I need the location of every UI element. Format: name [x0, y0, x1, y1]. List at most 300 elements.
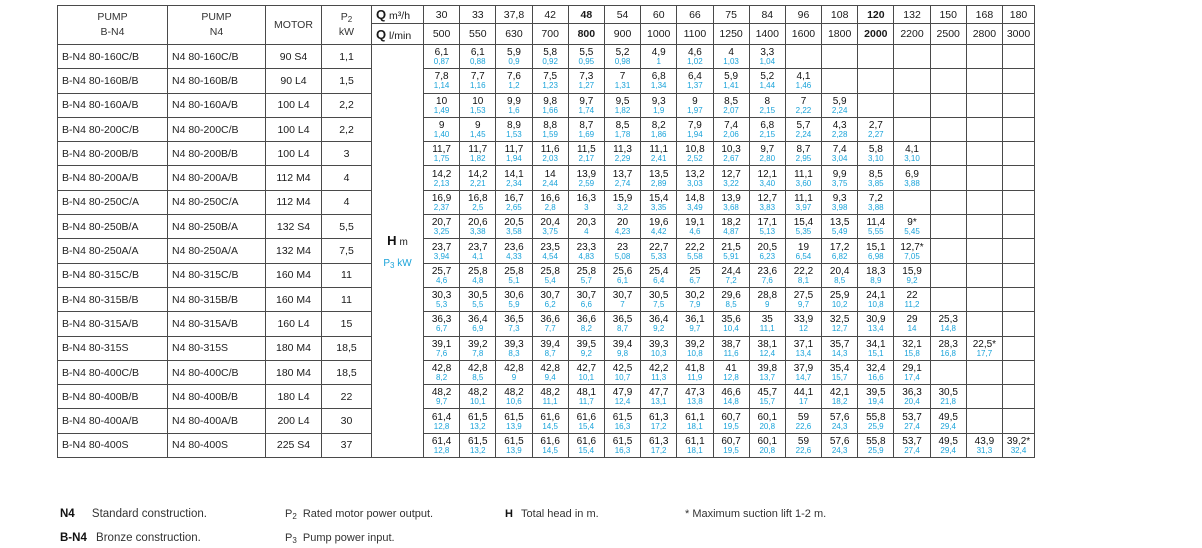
head-value: 11,6 [540, 144, 560, 156]
performance-cell [496, 117, 532, 141]
table-row [58, 166, 1035, 190]
p2-cell: 15 [322, 312, 372, 336]
model-n4: N4 80-315A/B [168, 312, 266, 336]
power-value: 2,67 [723, 154, 739, 164]
performance-cell [713, 142, 749, 166]
head-value: 48,2 [431, 387, 452, 399]
head-value: 20,3 [576, 217, 597, 229]
head-value: 57,6 [829, 435, 850, 447]
model-n4: N4 80-200B/B [168, 142, 266, 166]
head-value: 25,8 [576, 265, 597, 277]
head-value: 20,7 [431, 217, 452, 229]
performance-cell [424, 385, 460, 409]
performance-cell [894, 69, 930, 93]
note-n4-key: N4 [60, 508, 75, 520]
power-value: 3,97 [795, 202, 812, 212]
head-value: 8 [764, 95, 771, 107]
power-value: 11,9 [687, 373, 703, 382]
performance-cell [966, 360, 1002, 384]
power-value: 3,25 [433, 227, 450, 237]
head-value: 20 [616, 217, 629, 229]
head-value: 6,4 [687, 71, 702, 83]
note-star: * Maximum suction lift 1-2 m. [685, 508, 827, 520]
head-value: 32,1 [902, 338, 922, 350]
performance-cell [858, 142, 894, 166]
head-value: 8,2 [651, 120, 666, 132]
power-value: 3,40 [759, 178, 776, 188]
performance-cell [822, 409, 858, 433]
power-value: 0,95 [578, 57, 595, 67]
p3-label [372, 258, 423, 269]
power-value: 20,8 [759, 421, 776, 431]
power-value: 8,2 [580, 324, 592, 334]
performance-cell [930, 263, 966, 287]
power-value: 9 [765, 300, 770, 310]
performance-cell [641, 166, 677, 190]
q-symbol: Q [376, 26, 387, 42]
head-value: 55,8 [866, 411, 886, 423]
head-value: 7,9 [687, 120, 702, 132]
power-value: 2,41 [650, 154, 667, 164]
head-value: 36,4 [648, 314, 669, 326]
head-value: 48,2 [468, 387, 488, 399]
performance-cell [894, 239, 930, 263]
performance-cell [424, 190, 460, 214]
performance-cell [822, 263, 858, 287]
table-row [58, 409, 1035, 433]
head-value: 36,3 [902, 387, 922, 399]
p2-cell: 3 [322, 142, 372, 166]
head-value: 5,2 [760, 71, 775, 83]
performance-cell [858, 360, 894, 384]
p2-cell: 5,5 [322, 215, 372, 239]
power-value: 29,4 [940, 445, 956, 455]
performance-cell [568, 69, 604, 93]
table-row [58, 93, 1035, 117]
performance-cell [785, 239, 821, 263]
motor-cell: 100 L4 [266, 117, 322, 141]
power-value: 14,7 [795, 373, 812, 382]
power-value: 27,4 [904, 445, 920, 455]
performance-cell [966, 312, 1002, 336]
head-value: 9,3 [832, 192, 847, 204]
performance-cell [930, 409, 966, 433]
performance-cell [749, 385, 785, 409]
performance-cell [930, 287, 966, 311]
p2-cell: 18,5 [322, 360, 372, 384]
performance-cell [1003, 336, 1035, 360]
head-value: 8,8 [543, 120, 558, 132]
head-value: 13,2 [685, 168, 705, 180]
power-value: 5,4 [544, 275, 556, 285]
flow-m3h-12: 120 [858, 6, 894, 24]
power-value: 6,23 [759, 251, 776, 261]
performance-cell [460, 239, 496, 263]
head-value: 4,9 [651, 47, 666, 59]
head-value: 30,9 [866, 314, 886, 326]
power-value: 1,97 [687, 105, 703, 115]
performance-cell [496, 360, 532, 384]
performance-cell [858, 117, 894, 141]
power-value: 8,1 [797, 275, 810, 285]
performance-cell [496, 239, 532, 263]
table-row [58, 360, 1035, 384]
head-value: 30,5 [468, 290, 488, 302]
header-motor: MOTOR [266, 6, 322, 45]
performance-cell [496, 409, 532, 433]
flow-lmin-13: 2200 [894, 24, 930, 45]
performance-cell [966, 336, 1002, 360]
q-lmin-unit: l/min [389, 29, 412, 42]
head-value: 11,1 [649, 144, 669, 156]
power-value: 24,3 [831, 421, 848, 431]
note-p2-text: Rated motor power output. [302, 508, 434, 520]
power-value: 2,5 [472, 202, 484, 212]
performance-cell [604, 215, 640, 239]
performance-cell [604, 287, 640, 311]
q-symbol: Q [376, 7, 387, 22]
head-value: 5,2 [615, 47, 630, 59]
performance-cell [930, 336, 966, 360]
performance-cell [496, 263, 532, 287]
power-value: 11,6 [723, 348, 739, 358]
performance-cell [930, 69, 966, 93]
power-value: 2,28 [831, 130, 848, 140]
header-pump-n4 [168, 6, 266, 45]
power-value: 1,31 [614, 81, 631, 91]
performance-cell [713, 239, 749, 263]
performance-cell [568, 93, 604, 117]
power-value: 1,74 [578, 105, 595, 115]
power-value: 10,7 [614, 373, 631, 382]
flow-m3h-15: 168 [966, 6, 1002, 24]
performance-cell [677, 287, 713, 311]
head-value: 53,7 [902, 435, 922, 447]
table-row [58, 385, 1035, 409]
head-value: 6,8 [651, 71, 666, 83]
note-p3 [285, 532, 395, 544]
performance-cell [677, 433, 713, 457]
performance-cell [822, 336, 858, 360]
power-value: 1,9 [653, 105, 665, 115]
performance-cell [749, 433, 785, 457]
performance-cell [749, 263, 785, 287]
performance-cell [604, 166, 640, 190]
power-value: 7 [620, 300, 625, 310]
power-value: 11,7 [578, 397, 594, 407]
power-value: 13,7 [759, 373, 776, 382]
q-m3h-unit: m³/h [389, 10, 411, 22]
power-value: 1,37 [687, 81, 703, 91]
power-value: 5,7 [580, 275, 592, 285]
head-value: 2,7 [868, 120, 883, 132]
head-value: 22 [906, 290, 918, 302]
performance-cell [785, 190, 821, 214]
table-row [58, 142, 1035, 166]
performance-cell [1003, 215, 1035, 239]
performance-cell [641, 336, 677, 360]
power-value: 0,98 [614, 57, 631, 67]
head-value: 15,9 [612, 192, 633, 204]
head-value: 30,7 [540, 290, 560, 302]
performance-cell [424, 239, 460, 263]
power-value: 1,44 [759, 81, 776, 91]
head-value: 36,3 [431, 314, 452, 326]
performance-cell [532, 385, 568, 409]
model-bn4: B-N4 80-315B/B [58, 287, 168, 311]
p2-cell: 11 [322, 263, 372, 287]
head-value: 20,6 [468, 217, 488, 229]
head-value: 24,4 [721, 265, 741, 277]
power-value: 14,5 [542, 445, 558, 455]
performance-cell [496, 142, 532, 166]
head-value: 7 [800, 95, 807, 107]
head-value: 34,1 [866, 338, 886, 350]
model-n4: N4 80-315C/B [168, 263, 266, 287]
head-value: 49,5 [938, 411, 958, 423]
power-value: 2,17 [578, 154, 595, 164]
head-value: 61,1 [685, 411, 705, 423]
power-value: 9,2 [580, 348, 592, 358]
power-value: 15,7 [759, 397, 776, 407]
performance-cell [424, 263, 460, 287]
model-bn4: B-N4 80-200C/B [58, 117, 168, 141]
model-n4: N4 80-250B/A [168, 215, 266, 239]
performance-cell [858, 312, 894, 336]
head-value: 25,4 [648, 265, 669, 277]
performance-cell [532, 360, 568, 384]
performance-cell [894, 263, 930, 287]
performance-cell [568, 142, 604, 166]
power-value: 13,2 [469, 421, 486, 431]
performance-cell [713, 287, 749, 311]
head-value: 43,9 [974, 435, 995, 447]
performance-cell [460, 433, 496, 457]
performance-cell [966, 142, 1002, 166]
performance-cell [677, 166, 713, 190]
performance-cell [460, 409, 496, 433]
power-value: 5,5 [472, 300, 484, 310]
performance-cell [713, 409, 749, 433]
performance-cell [749, 215, 785, 239]
power-value: 6,1 [616, 275, 629, 285]
p2-cell: 2,2 [322, 117, 372, 141]
performance-cell [424, 142, 460, 166]
performance-cell [785, 433, 821, 457]
power-value: 2,52 [687, 154, 703, 164]
power-value: 1,69 [578, 130, 595, 140]
model-bn4: B-N4 80-160B/B [58, 69, 168, 93]
motor-cell: 200 L4 [266, 409, 322, 433]
note-bn4-key: B-N4 [60, 532, 87, 544]
header-pump-n4-sub: N4 [209, 26, 224, 38]
flow-lmin-12: 2000 [858, 24, 894, 45]
power-value: 5,35 [795, 227, 812, 237]
performance-cell [496, 287, 532, 311]
model-n4: N4 80-200C/B [168, 117, 266, 141]
power-value: 5,08 [614, 251, 631, 261]
performance-cell [677, 336, 713, 360]
performance-cell [749, 409, 785, 433]
performance-cell [858, 336, 894, 360]
power-value: 9,4 [544, 373, 556, 382]
power-value: 1,03 [723, 57, 739, 67]
performance-cell [604, 142, 640, 166]
performance-cell [966, 239, 1002, 263]
head-value: 60,7 [721, 435, 741, 447]
performance-cell [460, 93, 496, 117]
head-value: 23,7 [468, 241, 488, 253]
performance-cell [604, 336, 640, 360]
flow-m3h-8: 75 [713, 6, 749, 24]
power-value: 1,86 [650, 130, 667, 140]
power-value: 5,9 [508, 300, 520, 310]
power-value: 7,8 [472, 348, 484, 358]
power-value: 10,3 [650, 348, 667, 358]
header-q-m3h [372, 6, 424, 24]
head-value: 4 [728, 47, 734, 59]
head-value: 41,8 [685, 363, 705, 374]
performance-cell [930, 117, 966, 141]
flow-m3h-16: 180 [1003, 6, 1035, 24]
head-value: 6,9 [905, 168, 919, 180]
power-value: 17,7 [976, 348, 993, 358]
power-value: 18,2 [831, 397, 848, 407]
flow-m3h-11: 108 [822, 6, 858, 24]
performance-cell [532, 263, 568, 287]
performance-cell [1003, 142, 1035, 166]
power-value: 14,8 [723, 397, 739, 407]
performance-cell [713, 263, 749, 287]
performance-cell [424, 409, 460, 433]
performance-cell [713, 360, 749, 384]
head-value: 36,5 [504, 314, 524, 326]
power-value: 13,9 [506, 445, 522, 455]
model-bn4: B-N4 80-200B/B [58, 142, 168, 166]
power-value: 10,1 [469, 397, 486, 407]
power-value: 1,82 [614, 105, 631, 115]
performance-cell [604, 433, 640, 457]
power-value: 19,5 [723, 445, 739, 455]
model-n4: N4 80-315B/B [168, 287, 266, 311]
performance-cell [532, 215, 568, 239]
head-value: 5,8 [868, 144, 883, 156]
flow-m3h-14: 150 [930, 6, 966, 24]
head-value: 59 [797, 411, 810, 423]
power-value: 12,8 [433, 445, 450, 455]
performance-cell [713, 385, 749, 409]
performance-cell [822, 190, 858, 214]
power-value: 32,4 [1010, 445, 1027, 455]
head-value: 48,2 [504, 387, 524, 399]
performance-cell [460, 45, 496, 69]
performance-cell [568, 45, 604, 69]
power-value: 1,66 [542, 105, 558, 115]
head-value: 61,5 [504, 411, 524, 423]
flow-m3h-2: 37,8 [496, 6, 532, 24]
performance-cell [677, 263, 713, 287]
performance-cell [568, 360, 604, 384]
performance-cell [1003, 117, 1035, 141]
flow-m3h-4: 48 [568, 6, 604, 24]
motor-cell: 180 M4 [266, 360, 322, 384]
power-value: 2,27 [868, 130, 884, 140]
flow-m3h-7: 66 [677, 6, 713, 24]
head-value: 39,5 [576, 338, 597, 350]
power-value: 15,1 [868, 348, 884, 358]
power-value: 1,45 [469, 130, 486, 140]
performance-cell [496, 433, 532, 457]
performance-cell [532, 45, 568, 69]
head-value: 23 [616, 241, 629, 253]
head-value: 36,5 [612, 314, 633, 326]
head-value: 6,8 [760, 120, 775, 132]
head-value: 23,6 [504, 241, 524, 253]
head-value: 25 [689, 265, 701, 277]
performance-cell [641, 312, 677, 336]
power-value: 12 [799, 324, 808, 334]
head-value: 42,5 [612, 363, 633, 374]
p3-symbol: P [383, 258, 390, 270]
note-bn4-text: Bronze construction. [96, 532, 201, 544]
power-value: 10,4 [723, 324, 739, 334]
head-value: 9,3 [651, 95, 666, 107]
head-value: 17,2 [829, 241, 850, 253]
power-value: 14 [907, 324, 917, 334]
head-value: 11,3 [613, 144, 632, 156]
head-value: 61,6 [576, 411, 597, 423]
header-pump-bn4-sub: B-N4 [100, 26, 125, 38]
power-value: 16,3 [614, 421, 631, 431]
head-value: 30,5 [938, 387, 958, 399]
power-value: 2,06 [723, 130, 739, 140]
performance-cell [496, 385, 532, 409]
note-n4-text: Standard construction. [91, 508, 207, 520]
performance-cell [858, 263, 894, 287]
power-value: 3,98 [831, 202, 848, 212]
power-value: 11,2 [904, 300, 920, 310]
power-value: 3,85 [868, 178, 884, 188]
power-value: 7,3 [508, 324, 520, 334]
head-value: 10,3 [721, 144, 741, 156]
head-value: 39,2* [1006, 435, 1031, 447]
head-value: 48,2 [540, 387, 560, 399]
performance-cell [641, 409, 677, 433]
head-value: 16,8 [468, 192, 488, 204]
head-value: 39,3 [504, 338, 524, 350]
power-value: 6,4 [653, 275, 665, 285]
performance-cell [930, 93, 966, 117]
power-value: 1,59 [542, 130, 558, 140]
performance-cell [496, 190, 532, 214]
performance-cell [966, 215, 1002, 239]
performance-cell [677, 360, 713, 384]
performance-cell [966, 45, 1002, 69]
head-value: 33,9 [793, 314, 814, 326]
head-value: 16,9 [431, 192, 452, 204]
head-value: 7,7 [470, 71, 485, 83]
power-value: 14,5 [542, 421, 558, 431]
performance-cell [858, 215, 894, 239]
performance-cell [1003, 409, 1035, 433]
power-value: 7,6 [761, 275, 773, 285]
performance-cell [496, 45, 532, 69]
table-row [58, 190, 1035, 214]
power-value: 5,49 [831, 227, 848, 237]
head-value: 16,3 [576, 192, 597, 204]
power-value: 15,4 [578, 445, 595, 455]
head-value: 61,4 [431, 411, 452, 423]
